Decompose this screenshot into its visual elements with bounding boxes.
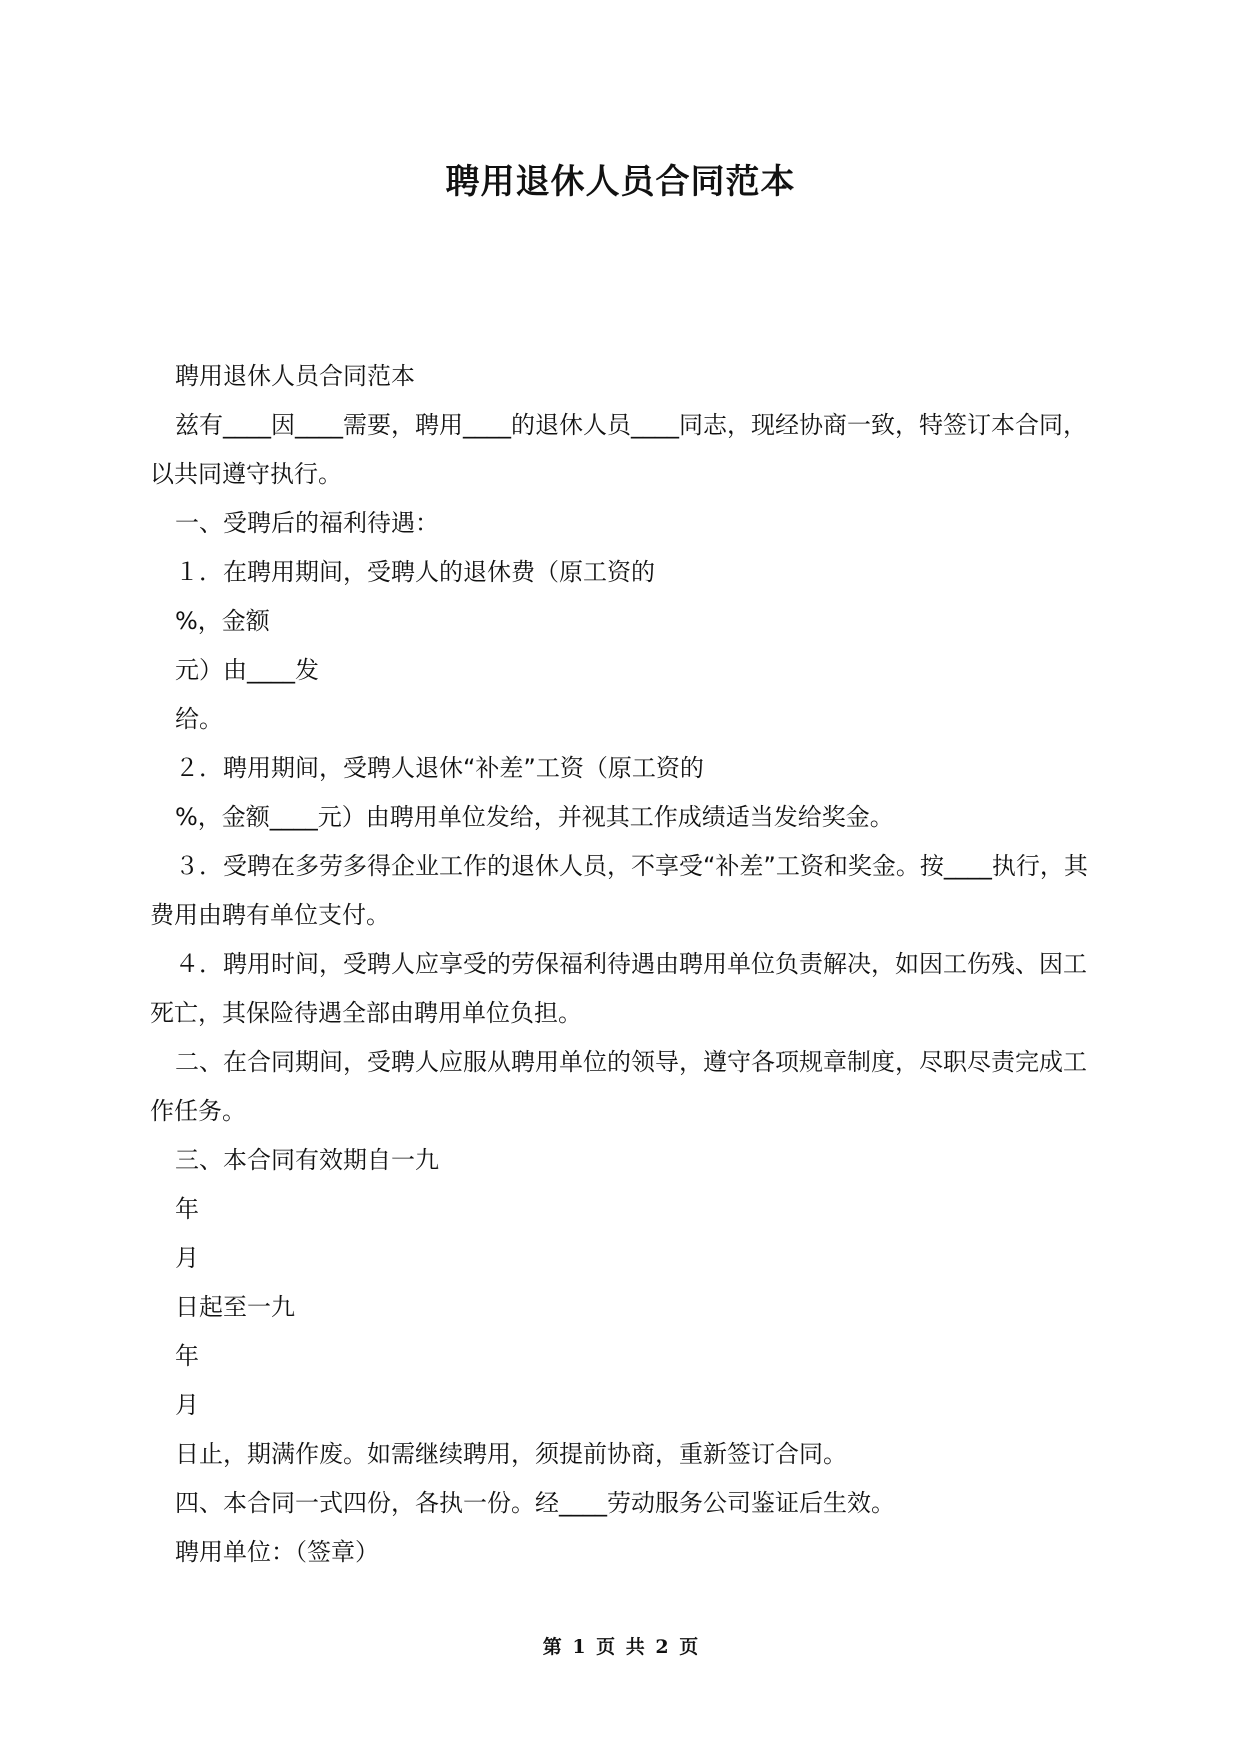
paragraph: 年 xyxy=(175,1195,199,1223)
paragraph: 月 xyxy=(175,1244,199,1272)
paragraph: ４．聘用时间，受聘人应享受的劳保福利待遇由聘用单位负责解决，如因工伤残、因工死亡，其保险待遇全部由聘用单位负担。 xyxy=(150,950,1087,1027)
paragraph: 给。 xyxy=(175,705,223,733)
paragraph: 年 xyxy=(175,1342,199,1370)
paragraph: 四、本合同一式四份，各执一份。经____劳动服务公司鉴证后生效。 xyxy=(175,1489,895,1517)
paragraph: 聘用单位：（签章） xyxy=(175,1538,379,1566)
paragraph: %，金额____元）由聘用单位发给，并视其工作成绩适当发给奖金。 xyxy=(175,803,894,831)
paragraph: ３．受聘在多劳多得企业工作的退休人员，不享受“补差”工资和奖金。按____执行，其费用由聘有单位支付。 xyxy=(150,852,1088,929)
paragraph: 日止，期满作废。如需继续聘用，须提前协商，重新签订合同。 xyxy=(175,1440,847,1468)
paragraph: 月 xyxy=(175,1391,199,1419)
paragraph: 兹有____因____需要，聘用____的退休人员____同志，现经协商一致，特签订本合同，以共同遵守执行。 xyxy=(150,411,1087,488)
paragraph: 三、本合同有效期自一九 xyxy=(175,1146,439,1174)
paragraph: 元）由____发 xyxy=(175,656,319,684)
document-title: 聘用退休人员合同范本 xyxy=(445,162,796,202)
paragraph: 日起至一九 xyxy=(175,1293,295,1321)
paragraph: 一、受聘后的福利待遇： xyxy=(175,509,439,537)
paragraph: 二、在合同期间，受聘人应服从聘用单位的领导，遵守各项规章制度，尽职尽责完成工作任务。 xyxy=(150,1048,1087,1125)
paragraph: １．在聘用期间，受聘人的退休费（原工资的 xyxy=(175,558,655,586)
page-number-footer: 第 1 页 共 2 页 xyxy=(542,1636,699,1658)
document-body xyxy=(150,352,1100,1577)
paragraph: 聘用退休人员合同范本 xyxy=(175,362,415,390)
paragraph: ２．聘用期间，受聘人退休“补差”工资（原工资的 xyxy=(175,754,704,782)
paragraph: %，金额 xyxy=(175,607,270,635)
